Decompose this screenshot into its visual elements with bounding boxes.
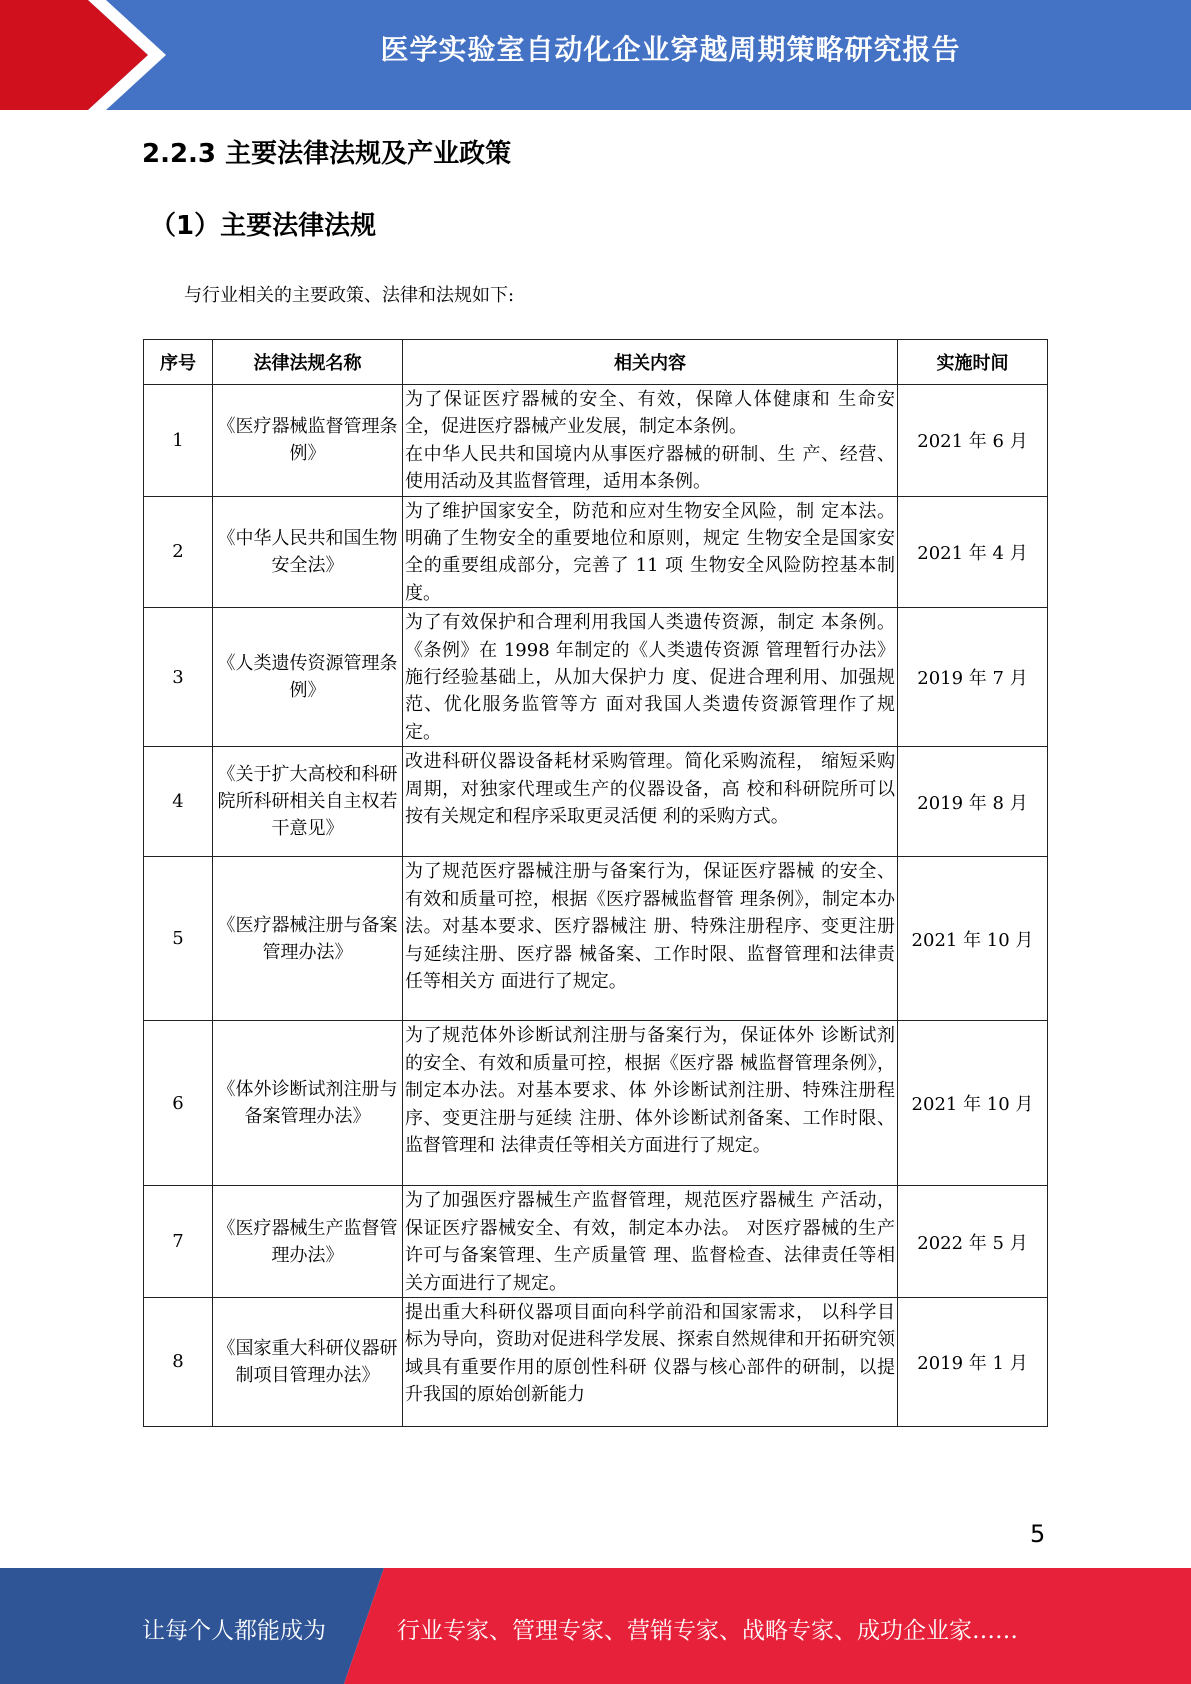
row-content: 提出重大科研仪器项目面向科学前沿和国家需求， 以科学目标为导向，资助对促进科学发展、探索自然规律和开拓研究领域具有重要作用的原创性科研 仪器与核心部件的研制，以提升我国的原始创新能力 xyxy=(403,1297,898,1426)
header-no: 序号 xyxy=(144,340,213,385)
table-row xyxy=(144,1297,1048,1426)
row-no: 2 xyxy=(144,496,213,608)
table-row xyxy=(144,747,1048,857)
header-date: 实施时间 xyxy=(898,340,1048,385)
table-row xyxy=(144,1021,1048,1186)
row-date: 2021 年 6 月 xyxy=(898,385,1048,497)
row-content: 为了有效保护和合理利用我国人类遗传资源，制定 本条例。《条例》在 1998 年制定的《人类遗传资源 管理暂行办法》施行经验基础上，从加大保护力 度、促进合理利用、加强规范、优化服务监管等方 面对我国人类遗传资源管理作了规定。 xyxy=(403,608,898,747)
intro-paragraph: 与行业相关的主要政策、法律和法规如下: xyxy=(184,285,515,306)
row-name: 《体外诊断试剂注册与备案管理办法》 xyxy=(213,1021,403,1186)
table-row xyxy=(144,608,1048,747)
row-no: 1 xyxy=(144,385,213,497)
row-no: 4 xyxy=(144,747,213,857)
row-no: 8 xyxy=(144,1297,213,1426)
row-content: 为了加强医疗器械生产监督管理，规范医疗器械生 产活动，保证医疗器械安全、有效，制定本办法。 对医疗器械的生产许可与备案管理、生产质量管 理、监督检查、法律责任等相关方面进行了规定。 xyxy=(403,1186,898,1298)
row-date: 2019 年 1 月 xyxy=(898,1297,1048,1426)
row-no: 6 xyxy=(144,1021,213,1186)
row-date: 2019 年 7 月 xyxy=(898,608,1048,747)
header-content: 相关内容 xyxy=(403,340,898,385)
footer-slogan-right: 行业专家、管理专家、营销专家、战略专家、成功企业家…… xyxy=(397,1618,1018,1644)
row-no: 5 xyxy=(144,857,213,1021)
row-name: 《医疗器械监督管理条例》 xyxy=(213,385,403,497)
row-date: 2022 年 5 月 xyxy=(898,1186,1048,1298)
subsection-heading: （1）主要法律法规 xyxy=(150,211,377,241)
row-content: 为了保证医疗器械的安全、有效，保障人体健康和 生命安全，促进医疗器械产业发展，制定本条例。 在中华人民共和国境内从事医疗器械的研制、生 产、经营、使用活动及其监督管理，适用本条例。 xyxy=(403,385,898,497)
row-name: 《国家重大科研仪器研制项目管理办法》 xyxy=(213,1297,403,1426)
table-header-row xyxy=(144,340,1048,385)
row-name: 《医疗器械生产监督管理办法》 xyxy=(213,1186,403,1298)
footer-slogan-left: 让每个人都能成为 xyxy=(142,1618,326,1644)
row-date: 2019 年 8 月 xyxy=(898,747,1048,857)
laws-table xyxy=(143,339,1048,1427)
table-row xyxy=(144,1186,1048,1298)
table-row xyxy=(144,857,1048,1021)
row-date: 2021 年 10 月 xyxy=(898,1021,1048,1186)
section-heading: 2.2.3 主要法律法规及产业政策 xyxy=(142,139,512,169)
row-name: 《人类遗传资源管理条例》 xyxy=(213,608,403,747)
row-name: 《医疗器械注册与备案管理办法》 xyxy=(213,857,403,1021)
row-content: 为了规范医疗器械注册与备案行为，保证医疗器械 的安全、有效和质量可控，根据《医疗器械监督管 理条例》，制定本办法。对基本要求、医疗器械注 册、特殊注册程序、变更注册与延续注册、医疗器 械备案、工作时限、监督管理和法律责任等相关方 面进行了规定。 xyxy=(403,857,898,1021)
row-name: 《关于扩大高校和科研院所科研相关自主权若干意见》 xyxy=(213,747,403,857)
page-header xyxy=(0,0,1191,110)
row-name: 《中华人民共和国生物安全法》 xyxy=(213,496,403,608)
page-footer xyxy=(0,1568,1191,1684)
table-row xyxy=(144,496,1048,608)
row-content: 为了规范体外诊断试剂注册与备案行为，保证体外 诊断试剂的安全、有效和质量可控，根据《医疗器 械监督管理条例》，制定本办法。对基本要求、体 外诊断试剂注册、特殊注册程序、变更注册与延续 注册、体外诊断试剂备案、工作时限、监督管理和 法律责任等相关方面进行了规定。 xyxy=(403,1021,898,1186)
table-row xyxy=(144,385,1048,497)
row-date: 2021 年 10 月 xyxy=(898,857,1048,1021)
report-title: 医学实验室自动化企业穿越周期策略研究报告 xyxy=(380,33,961,66)
header-name: 法律法规名称 xyxy=(213,340,403,385)
row-content: 为了维护国家安全，防范和应对生物安全风险，制 定本法。明确了生物安全的重要地位和原则，规定 生物安全是国家安全的重要组成部分，完善了 11 项 生物安全风险防控基本制度。 xyxy=(403,496,898,608)
row-no: 3 xyxy=(144,608,213,747)
row-no: 7 xyxy=(144,1186,213,1298)
page-number: 5 xyxy=(1030,1520,1046,1548)
row-content: 改进科研仪器设备耗材采购管理。简化采购流程， 缩短采购周期，对独家代理或生产的仪器设备，高 校和科研院所可以按有关规定和程序采取更灵活便 利的采购方式。 xyxy=(403,747,898,857)
row-date: 2021 年 4 月 xyxy=(898,496,1048,608)
